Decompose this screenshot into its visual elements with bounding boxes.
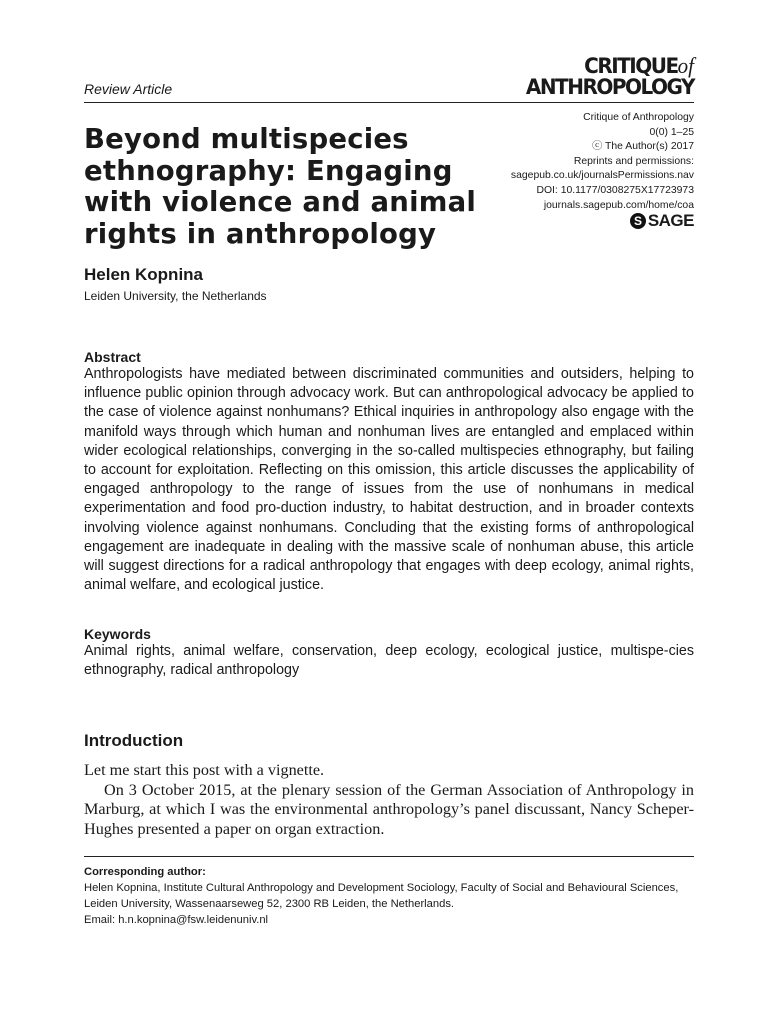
meta-reprints: Reprints and permissions: [573,155,694,167]
abstract-section [84,349,694,595]
meta-permissions-link[interactable]: sagepub.co.uk/journalsPermissions.nav [510,170,694,182]
logo-line1: CRITIQUE [584,52,678,79]
intro-paragraph-2: On 3 October 2015, at the plenary session of the German Association of Anthropology in Marburg, at which I was the environmental anthropology’s panel discussant, Nancy Scheper-Hughes presented a paper on organ extraction. [84,780,694,839]
publisher-logo [630,211,694,231]
publisher-name: SAGE [647,211,694,230]
footnote-divider [84,856,694,857]
footnote-address: Helen Kopnina, Institute Cultural Anthropology and Development Sociology, Faculty of Social and Behavioural Sciences, Leiden University, Wassenaarseweg 52, 2300 RB Leiden, the Netherlands. [84,882,679,910]
meta-journal-link[interactable]: journals.sagepub.com/home/coa [543,199,694,211]
footnote-label: Corresponding author: [84,866,206,878]
keywords-heading: Keywords [84,626,151,642]
header-divider [84,102,694,103]
article-title: Beyond multispecies ethnography: Engaging with violence and animal rights in anthropology [84,123,476,250]
journal-logo [525,52,694,100]
journal-meta [511,111,694,213]
logo-line2: ANTHROPOLOGY [525,73,694,100]
author-name: Helen Kopnina [84,265,204,284]
abstract-heading: Abstract [84,349,141,365]
author-affiliation: Leiden University, the Netherlands [84,289,267,303]
intro-paragraph-1: Let me start this post with a vignette. [84,761,325,779]
logo-of: of [677,52,694,79]
article-type-label: Review Article [84,81,173,97]
meta-journal: Critique of Anthropology [583,112,694,123]
sage-icon: S [630,213,646,229]
introduction-body [84,761,694,840]
meta-doi[interactable]: DOI: 10.1177/0308275X17723973 [536,184,694,196]
keywords-section [84,626,694,680]
footnote-email[interactable]: Email: h.n.kopnina@fsw.leidenuniv.nl [84,914,269,926]
meta-volume: 0(0) 1–25 [649,126,694,138]
introduction-heading: Introduction [84,731,184,750]
corresponding-author-footnote [84,864,704,928]
keywords-text: Animal rights, animal welfare, conservation, deep ecology, ecological justice, multispe-cies ethnography, radical anthropology [84,643,694,679]
meta-copyright: ⓒ The Author(s) 2017 [591,141,694,153]
abstract-text: Anthropologists have mediated between discriminated communities and outsiders, helping to influence public opinion through advocacy work. But can anthropological advocacy be applied to the case of violence against nonhumans? Ethical inquiries in anthropology also engage with the manifold ways through which human and nonhuman lives are entangled and emplaced within wider ecological relationships, converging in the so-called multispecies ethnography, but failing to account for exploitation. Reflecting on this omission, this article discusses the applicability of engaged anthropology to the range of issues from the use of nonhumans in medical experimentation and food pro-duction industry, to habitat destruction, and in broader contexts involving violence against nonhumans. Concluding that the existing forms of anthropological engagement are inadequate in dealing with the massive scale of nonhuman abuse, this article will suggest directions for a radical anthropology that engages with deep ecology, animal rights, animal welfare, and ecological justice. [84,366,694,594]
